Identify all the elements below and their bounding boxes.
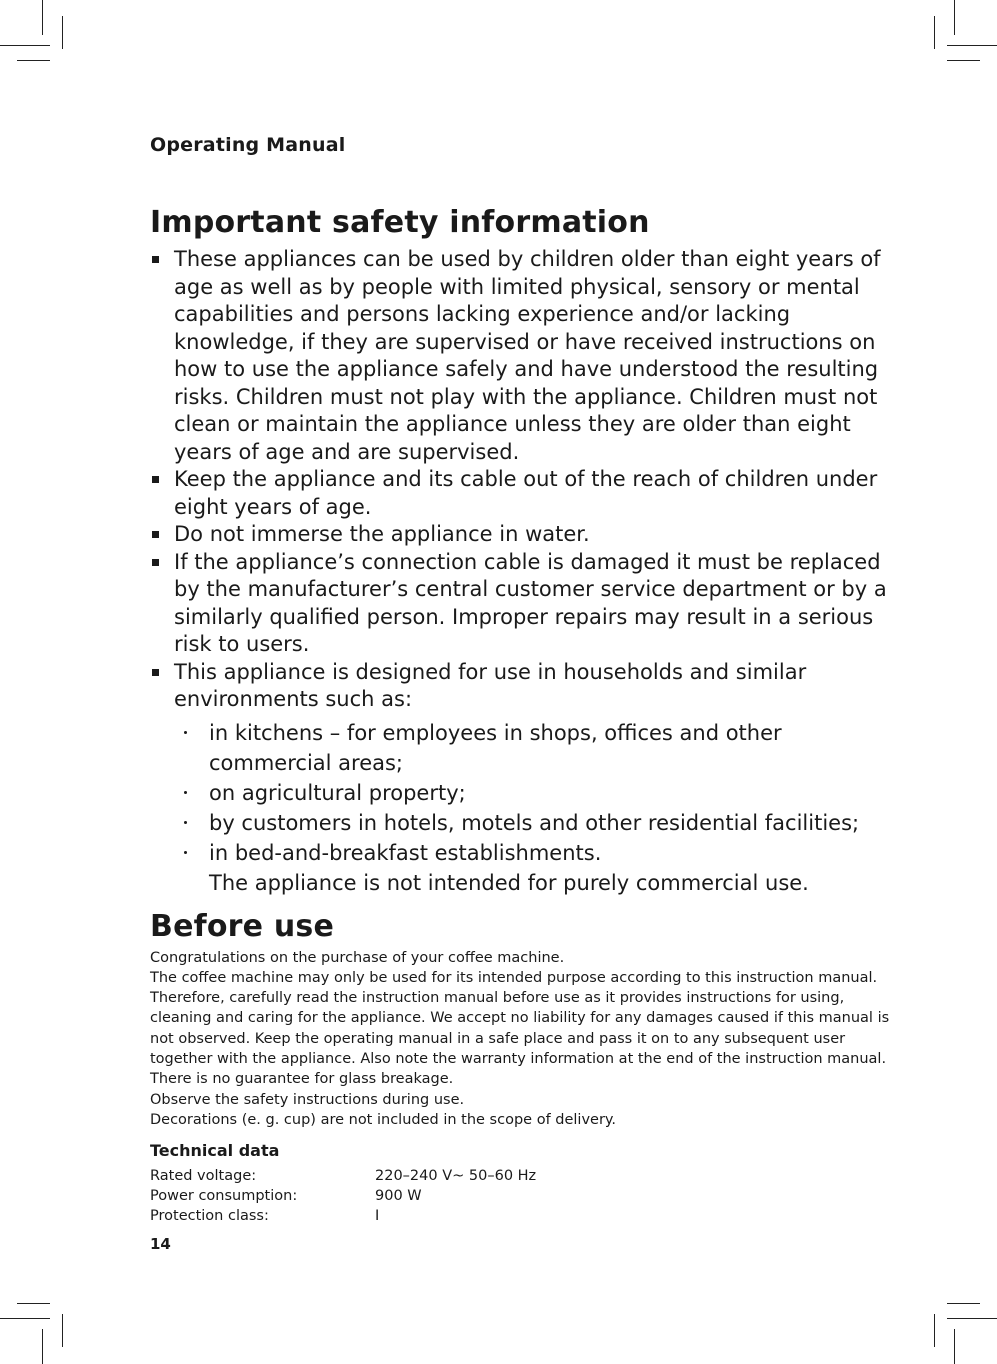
sub-list-item (174, 718, 890, 778)
sub-list-item (174, 778, 890, 808)
table-row (150, 1186, 890, 1206)
crop-mark (947, 60, 980, 61)
bullet-square-icon (152, 669, 159, 676)
list-item-text: These appliances can be used by children older than eight years of age as well as by people with limited physical, sensory or mental capabilities and persons lacking experience and/or lacking knowledge, if they are supervised or have received instructions on how to use the appliance safely and have understood the resulting risks. Children must not play with the appliance. Children must not clean or maintain the appliance unless they are older than eight years of age and are supervised. (174, 247, 881, 464)
list-item-text: If the appliance’s connection cable is damaged it must be replaced by the manufacturer’s central customer service department or by a similarly qualified person. Improper repairs may result in a serious risk to users. (174, 549, 887, 656)
bullet-dot-icon (184, 851, 187, 854)
page-content (150, 204, 890, 1226)
crop-mark (934, 16, 935, 49)
crop-mark (62, 16, 63, 49)
safety-heading: Important safety information (150, 205, 650, 240)
crop-mark (934, 1314, 935, 1347)
paragraph: Decorations (e. g. cup) are not included in the scope of delivery. (150, 1111, 617, 1128)
bullet-square-icon (152, 476, 159, 483)
spec-value: I (375, 1208, 380, 1225)
crop-mark (954, 1329, 955, 1364)
table-row (150, 1166, 890, 1186)
list-item (150, 521, 890, 549)
spec-label: Power consumption: (150, 1188, 298, 1205)
commercial-use-note: The appliance is not intended for purely commercial use. (209, 870, 809, 895)
sub-list-item-text: by customers in hotels, motels and other residential facilities; (209, 810, 860, 835)
sub-list-item (174, 808, 890, 838)
sub-list-item-text: on agricultural property; (209, 780, 466, 805)
crop-mark (0, 1318, 50, 1319)
list-item (150, 659, 890, 898)
bullet-square-icon (152, 559, 159, 566)
bullet-dot-icon (184, 791, 187, 794)
paragraph: Congratulations on the purchase of your coffee machine. (150, 949, 565, 966)
before-use-heading: Before use (150, 908, 335, 944)
sub-list-item-text: in bed-and-breakfast establishments. (209, 840, 602, 865)
spec-label: Rated voltage: (150, 1168, 257, 1185)
crop-mark (0, 45, 50, 46)
paragraph: There is no guarantee for glass breakage. (150, 1071, 454, 1088)
technical-data-table (150, 1166, 890, 1226)
spec-value: 900 W (375, 1188, 422, 1205)
list-item-text: Keep the appliance and its cable out of the reach of children under eight years of age. (174, 467, 878, 519)
paragraph: Observe the safety instructions during use. (150, 1091, 465, 1108)
crop-mark (17, 60, 50, 61)
sub-list-item-text: in kitchens – for employees in shops, offices and other commercial areas; (209, 720, 782, 775)
list-item-text: This appliance is designed for use in households and similar environments such as: (174, 659, 807, 711)
bullet-dot-icon (184, 731, 187, 734)
spec-value: 220–240 V~ 50–60 Hz (375, 1168, 537, 1185)
bullet-dot-icon (184, 821, 187, 824)
sub-list-item (174, 838, 890, 868)
crop-mark (947, 1318, 997, 1319)
crop-mark (947, 45, 997, 46)
before-use-text (150, 948, 890, 1131)
table-row (150, 1206, 890, 1226)
technical-data-heading: Technical data (150, 1141, 280, 1161)
crop-mark (62, 1314, 63, 1347)
bullet-square-icon (152, 531, 159, 538)
crop-mark (42, 0, 43, 35)
crop-mark (42, 1329, 43, 1364)
crop-mark (954, 0, 955, 35)
crop-mark (17, 1303, 50, 1304)
running-header: Operating Manual (150, 134, 346, 156)
list-item (150, 466, 890, 521)
spec-label: Protection class: (150, 1208, 269, 1225)
paragraph: The coffee machine may only be used for its intended purpose according to this instruction manual. Therefore, carefully read the instruction manual before use as it provides instructions for using, cleaning and caring for the appliance. We accept no liability for any damages caused if this manual is not observed. Keep the operating manual in a safe place and pass it on to any subsequent user together with the appliance. Also note the warranty information at the end of the instruction manual. (150, 969, 890, 1067)
safety-list (150, 246, 890, 898)
list-item (150, 549, 890, 659)
list-item-text: Do not immerse the appliance in water. (174, 522, 590, 546)
crop-mark (947, 1303, 980, 1304)
bullet-square-icon (152, 256, 159, 263)
page-number: 14 (150, 1235, 171, 1253)
list-item (150, 246, 890, 466)
environment-sublist (174, 718, 890, 868)
